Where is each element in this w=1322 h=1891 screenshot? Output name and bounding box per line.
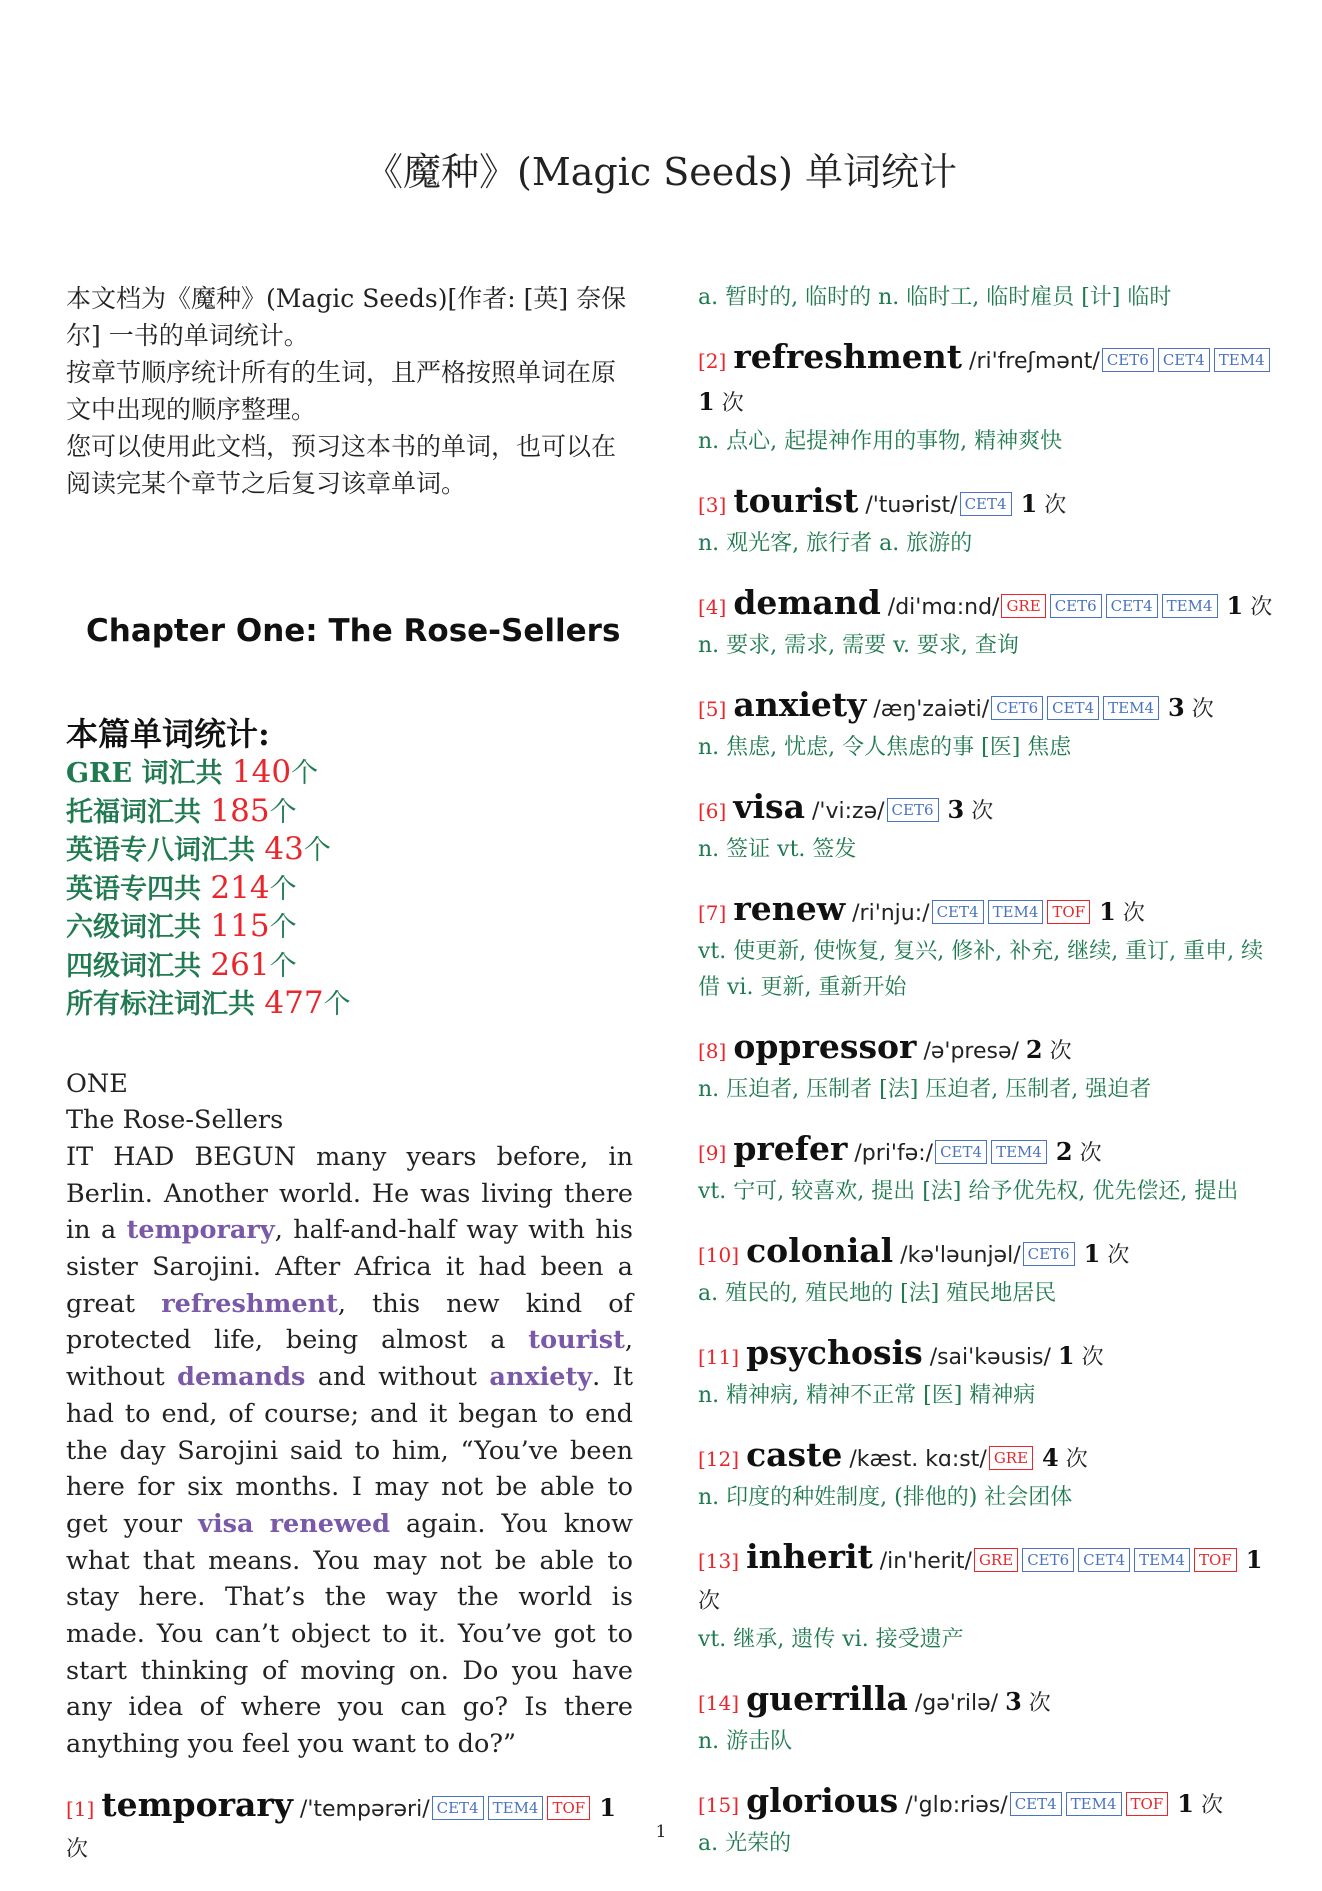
stats-unit: 个 [269, 950, 297, 982]
entry-tag: TEM4 [1162, 594, 1218, 618]
highlight-word: renewed [269, 1508, 390, 1539]
entry-index: [12] [698, 1447, 740, 1471]
entry-tag: GRE [989, 1446, 1033, 1470]
stats-list [66, 754, 633, 1024]
entry-head [698, 1781, 1273, 1826]
vocab-entry [698, 481, 1273, 562]
chapter-subtitle: The Rose-Sellers [66, 1105, 284, 1136]
entry-definition: n. 签证 vt. 签发 [698, 837, 857, 862]
entry-tag: CET4 [932, 900, 984, 924]
entry-count: 1 [1057, 1341, 1075, 1370]
entry-count-unit: 次 [971, 799, 994, 824]
entry-count-unit: 次 [66, 1836, 89, 1862]
entry-tag: TEM4 [991, 1140, 1047, 1164]
highlight-word: tourist [528, 1325, 625, 1356]
entry-definition: a. 暂时的, 临时的 n. 临时工, 临时雇员 [计] 临时 [698, 285, 1172, 310]
entry-phonetic: /di'mɑ:nd/ [887, 595, 1000, 620]
entry-count: 3 [947, 795, 965, 824]
entry-phonetic: /sai'kəusis/ [929, 1345, 1051, 1370]
entry-word: temporary [101, 1784, 293, 1824]
entry-count-unit: 次 [1044, 493, 1067, 518]
entry-index: [13] [698, 1549, 740, 1573]
entry-definition: n. 观光客, 旅行者 a. 旅游的 [698, 531, 973, 556]
stats-line-tem4 [66, 870, 633, 909]
entry-definition: n. 印度的种姓制度, (排他的) 社会团体 [698, 1485, 1073, 1510]
entry-tag: CET6 [1050, 594, 1102, 618]
right-column [698, 280, 1273, 1883]
stats-count: 43 [264, 831, 304, 867]
entry-tag: TOF [1126, 1792, 1169, 1816]
stats-label: 六级词汇共 [66, 912, 201, 943]
stats-label: 英语专八词汇共 [66, 835, 255, 866]
stats-line-tem8 [66, 831, 633, 870]
highlight-word: temporary [126, 1215, 275, 1246]
entry-phonetic: /kə'ləunjəl/ [900, 1243, 1021, 1268]
entry-head [698, 1435, 1273, 1480]
entry-tag: CET6 [991, 696, 1043, 720]
entry-phonetic: /'tempərəri/ [299, 1796, 430, 1822]
text-segment: , half-and-half way with his sister Sarojini. After Africa it had been a great [66, 1215, 633, 1319]
intro-line: 您可以使用此文档，预习这本书的单词，也可以在阅读完某个章节之后复习该章单词。 [66, 432, 617, 498]
entry-index: [10] [698, 1243, 740, 1267]
entry-head [698, 1537, 1273, 1622]
stats-count: 261 [210, 946, 270, 983]
entry-tag: CET4 [1106, 594, 1158, 618]
entry-head [698, 481, 1273, 526]
vocab-entry [698, 1435, 1273, 1516]
entry-head [698, 583, 1273, 628]
entry-head [698, 1333, 1273, 1378]
entry-count: 1 [1226, 591, 1244, 620]
entry-count-unit: 次 [698, 1589, 721, 1614]
stats-line-toefl [66, 793, 633, 832]
entry-index: [3] [698, 493, 727, 517]
entry-phonetic: /kæst. kɑ:st/ [849, 1447, 987, 1472]
vocab-entry [698, 889, 1273, 1006]
entry-count-unit: 次 [1122, 901, 1145, 926]
left-column [66, 280, 633, 1891]
entry-index: [14] [698, 1691, 740, 1715]
entry-count: 1 [599, 1792, 616, 1822]
entry-index: [5] [698, 697, 727, 721]
entry-phonetic: /æŋ'zaiəti/ [873, 697, 990, 722]
entry-word: psychosis [746, 1333, 923, 1372]
entry-definition: n. 压迫者, 压制者 [法] 压迫者, 压制者, 强迫者 [698, 1077, 1152, 1102]
stats-line-gre [66, 754, 633, 793]
chapter-text [66, 1066, 633, 1763]
entry-count: 2 [1025, 1035, 1043, 1064]
text-segment: and without [305, 1362, 490, 1393]
stats-unit: 个 [323, 989, 351, 1020]
entry-count-unit: 次 [1028, 1691, 1051, 1716]
entry-word: inherit [746, 1537, 873, 1576]
vocab-entry [698, 1027, 1273, 1108]
page-title: 《魔种》(Magic Seeds) 单词统计 [365, 150, 957, 194]
entry-phonetic: /'vi:zə/ [812, 799, 885, 824]
highlight-word: refreshment [161, 1288, 338, 1319]
entry-word: glorious [746, 1781, 899, 1820]
entry-tag: TEM4 [988, 900, 1044, 924]
entry-head [698, 337, 1273, 424]
stats-unit: 个 [291, 758, 319, 789]
text-segment: , without [66, 1325, 633, 1393]
stats-count: 185 [210, 792, 270, 829]
chapter-title: Chapter One: The Rose-Sellers [86, 613, 621, 649]
stats-label: GRE 词汇共 [66, 758, 223, 789]
entry-tag: CET4 [1158, 348, 1210, 372]
stats-unit: 个 [269, 912, 297, 943]
entry-count: 1 [1020, 489, 1038, 518]
entry-head [698, 889, 1273, 934]
entry-head [698, 1129, 1273, 1174]
stats-count: 140 [231, 754, 292, 790]
stats-line-all [66, 985, 633, 1024]
entry-count: 1 [1245, 1545, 1263, 1574]
vocab-entry [698, 1129, 1273, 1210]
entry-tag: CET6 [1023, 1242, 1075, 1266]
highlight-word: visa [198, 1508, 254, 1539]
stats-label: 所有标注词汇共 [66, 989, 255, 1020]
entry-tag: CET4 [1078, 1548, 1130, 1572]
entry-count: 1 [1177, 1789, 1194, 1818]
entry-head [698, 1231, 1273, 1276]
entry-count-unit: 次 [1200, 1793, 1223, 1818]
entry-count: 1 [1083, 1239, 1101, 1268]
entry-head [698, 787, 1273, 832]
stats-label: 四级词汇共 [66, 950, 201, 982]
entry-tag: TEM4 [1214, 348, 1270, 372]
stats-line-cet6 [66, 908, 633, 947]
vocab-entry [698, 1537, 1273, 1658]
entry-index: [4] [698, 595, 727, 619]
entry-head [698, 1027, 1273, 1072]
entry-head [698, 685, 1273, 730]
vocab-entry [698, 685, 1273, 766]
entry-definition: vt. 宁可, 较喜欢, 提出 [法] 给予优先权, 优先偿还, 提出 [698, 1179, 1239, 1204]
entry-index: [2] [698, 349, 727, 373]
entry-tag: CET4 [1010, 1792, 1062, 1816]
intro [66, 280, 633, 502]
entry-tag: CET4 [1047, 696, 1099, 720]
entry-index: [15] [698, 1793, 740, 1817]
entry-index: [1] [66, 1796, 95, 1821]
entry-count: 1 [698, 387, 715, 416]
vocab-entry [698, 787, 1273, 868]
entry-phonetic: /pri'fə:/ [854, 1141, 934, 1166]
entry-definition: a. 殖民的, 殖民地的 [法] 殖民地居民 [698, 1281, 1057, 1306]
entry-count-unit: 次 [1079, 1141, 1102, 1166]
stats-unit: 个 [269, 796, 297, 828]
entry-tag: TOF [1047, 900, 1090, 924]
entry-tag: GRE [1001, 594, 1045, 618]
entry-definition: n. 游击队 [698, 1729, 793, 1754]
entry-count-unit: 次 [1049, 1039, 1072, 1064]
stats-unit: 个 [303, 835, 331, 866]
entry-index: [7] [698, 901, 727, 925]
entry-word: prefer [733, 1129, 848, 1168]
stats-label: 托福词汇共 [66, 796, 201, 828]
entry-count-unit: 次 [1191, 697, 1214, 722]
entry-tag: GRE [974, 1548, 1018, 1572]
chapter-number: ONE [66, 1068, 128, 1099]
entry-definition: vt. 继承, 遗传 vi. 接受遗产 [698, 1627, 964, 1652]
entry-definition: n. 要求, 需求, 需要 v. 要求, 查询 [698, 633, 1019, 658]
entry-count: 4 [1042, 1443, 1059, 1472]
entry-definition: a. 光荣的 [698, 1831, 792, 1856]
entry-definition: vt. 使更新, 使恢复, 复兴, 修补, 补充, 继续, 重订, 重申, 续借 vi. 更新, 重新开始 [698, 939, 1264, 1000]
stats-heading: 本篇单词统计: [66, 715, 270, 753]
entry-index: [6] [698, 799, 727, 823]
entry-word: colonial [746, 1231, 894, 1270]
entry-phonetic: /gə'rilə/ [914, 1691, 999, 1716]
entry-tag: CET4 [935, 1140, 987, 1164]
page-number: 1 [655, 1822, 667, 1842]
vocab-entry [698, 1679, 1273, 1760]
entry-phonetic: /'tuərist/ [865, 493, 958, 518]
entry-tag: TOF [1194, 1548, 1237, 1572]
text-segment: . It had to end, of course; and it began to end the day Sarojini said to him, “You’ve been here for six months. I may not be able to get your [66, 1362, 633, 1539]
entry-tag: TOF [547, 1796, 590, 1820]
vocab-entry [698, 337, 1273, 460]
entry-phonetic: /'glɒ:riəs/ [905, 1793, 1008, 1818]
entry-definition: n. 点心, 起提神作用的事物, 精神爽快 [698, 429, 1063, 454]
stats-count: 477 [264, 985, 324, 1021]
stats-count: 115 [210, 908, 270, 944]
entry-word: refreshment [733, 337, 963, 376]
entry-tag: TEM4 [1103, 696, 1159, 720]
entry-word: tourist [733, 481, 859, 520]
entry-word: demand [733, 583, 881, 622]
vocab-entry-continued [698, 280, 1273, 316]
text-segment [254, 1509, 270, 1539]
entry-phonetic: /ri'nju:/ [852, 901, 930, 926]
entry-count-unit: 次 [1250, 595, 1273, 620]
stats-unit: 个 [269, 873, 297, 905]
highlight-word: anxiety [489, 1362, 593, 1393]
entry-tag: CET4 [960, 492, 1012, 516]
entry-index: [9] [698, 1141, 727, 1165]
entry-count: 3 [1168, 693, 1185, 722]
entry-phonetic: /in'herit/ [879, 1549, 972, 1574]
entry-tag: CET6 [1022, 1548, 1074, 1572]
entry-tag: CET4 [432, 1796, 484, 1820]
entry-count-unit: 次 [1065, 1447, 1088, 1472]
text-segment: again. You know what that means. You may not be able to stay here. That’s the way the world is made. You can’t object to it. You’ve got to start thinking of moving on. Do you have any idea of where you can go? Is there anything you feel you want to do?” [66, 1508, 633, 1760]
entry-index: [8] [698, 1039, 727, 1063]
entry-phonetic: /ə'presə/ [923, 1039, 1019, 1064]
entry-word: guerrilla [746, 1679, 908, 1718]
entry-count: 1 [1099, 897, 1116, 926]
vocab-entry [698, 583, 1273, 664]
entry-tag: CET6 [887, 798, 939, 822]
entry-word: anxiety [733, 685, 867, 724]
entry-count: 3 [1005, 1687, 1022, 1716]
entry-definition: n. 精神病, 精神不正常 [医] 精神病 [698, 1383, 1036, 1408]
entry-definition: n. 焦虑, 忧虑, 令人焦虑的事 [医] 焦虑 [698, 735, 1072, 760]
entry-phonetic: /ri'freʃmənt/ [969, 349, 1100, 374]
text-segment: , this new kind of protected life, being almost a [66, 1288, 633, 1356]
stats-line-cet4 [66, 947, 633, 986]
intro-line: 本文档为《魔种》(Magic Seeds)[作者: [英] 奈保尔] 一书的单词统计。 [66, 284, 627, 350]
vocab-entry [698, 1333, 1273, 1414]
entry-count-unit: 次 [1107, 1243, 1130, 1268]
entry-word: oppressor [733, 1027, 917, 1066]
entry-tag: TEM4 [488, 1796, 544, 1820]
text-segment: IT HAD BEGUN many years before, in Berlin. Another world. He was living there in a [66, 1141, 633, 1246]
entry-count: 2 [1055, 1137, 1073, 1166]
highlight-word: demands [177, 1362, 306, 1393]
intro-line: 按章节顺序统计所有的生词，且严格按照单词在原文中出现的顺序整理。 [66, 358, 617, 424]
entry-word: renew [733, 889, 846, 928]
entry-count-unit: 次 [1081, 1345, 1104, 1370]
stats-count: 214 [210, 869, 270, 906]
entry-count-unit: 次 [721, 391, 744, 416]
entry-tag: TEM4 [1134, 1548, 1190, 1572]
vocab-entry [698, 1231, 1273, 1312]
entry-word: caste [746, 1435, 843, 1474]
entry-tag: CET6 [1102, 348, 1154, 372]
entry-tag: TEM4 [1066, 1792, 1122, 1816]
stats-label: 英语专四共 [66, 873, 201, 905]
entry-word: visa [733, 787, 806, 826]
entry-head [698, 1679, 1273, 1724]
entry-index: [11] [698, 1345, 740, 1369]
